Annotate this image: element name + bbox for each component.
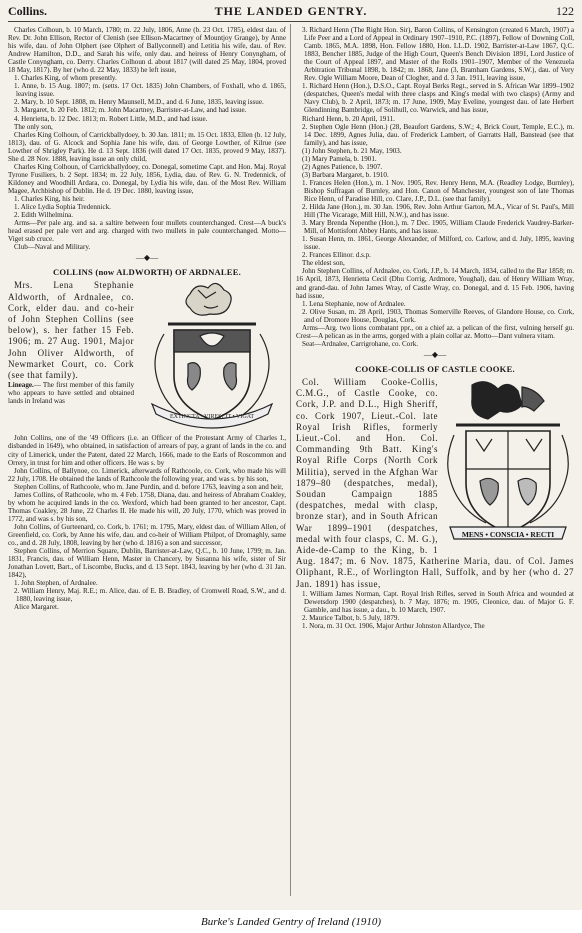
column-divider	[290, 24, 291, 896]
entry-paragraph: (3) Barbara Margaret, b. 1910.	[302, 170, 389, 179]
lineage-label: Lineage.	[8, 381, 34, 390]
collins-issue-entries	[296, 26, 574, 348]
entry-paragraph: 1. Frances Helen (Hon.), m. 1 Nov. 1905, Rev. Henry Henn, M.A. (Readley Lodge, Burnley), Bishop Suffragan of Burnley, and Hon. Canon of Manchester, youngest son of late Thomas Rice Henn, of Paradise Hill, co. Clare, J.P., D.L. (see that family).	[302, 178, 574, 203]
entry-paragraph: John Collins, one of the '49 Officers (i.e. an Officer of the Protestant Army of Charles I., disbanded in 1649), who obtained, in satisfaction of arrears of pay, a grant of lands in the co. and city of Limerick, under the Patent, dated 22 March, 1666, made to the Earls of Roscommon and Orrery, in trust for him and other officers. He was s. by	[8, 434, 286, 467]
entry-paragraph: The eldest son,	[302, 259, 345, 268]
coat-of-arms-collins	[138, 280, 286, 432]
entry-paragraph: John Collins, of Ballynoe, co. Limerick, afterwards of Rathcoole, co. Cork, who made his will 22 July, 1708. He obtained the lands of Rathcoole the following year, and was s. by his son,	[8, 466, 286, 483]
entry-paragraph: (1) John Stephen, b. 21 May, 1903.	[302, 146, 402, 155]
lineage-text: — The first member of this family who appears to have settled and obtained lands in Ireland was	[8, 381, 134, 406]
page-number: 122	[556, 4, 574, 18]
entry-paragraph: 3. Margaret, b. 20 Feb. 1812; m. John Macartney, Barrister-at-Law, and had issue.	[14, 106, 247, 115]
entry-paragraph: 1. Charles King, of whom presently.	[14, 74, 117, 83]
cooke-collis-lead-block	[296, 377, 574, 590]
entry-paragraph: Charles King Colhoun, of Carrickballydoey, b. 30 Jan. 1811; m. 15 Oct. 1833, Ellen (b. 12 July, 1813), dau. of G. Alcock and Sophia Jane his wife, dau. of George Lowther, of Kilrue (see Lowther of Shrigley Park). He d. 13 Sept. 1836 (will dated 17 Oct. 1835, proved 9 May, 1837). She d. 28 Nov. 1888, leaving issue an only child,	[8, 130, 286, 163]
entry-paragraph: Stephen Collins, of Rathcoole, who m. Jane Purdin, and d. before 1763, leaving a son and heir,	[14, 482, 284, 491]
cooke-collis-issue-entries	[296, 590, 574, 630]
entry-paragraph: 1. Susan Henn, m. 1861, George Alexander, of Milford, co. Carlow, and d. July, 1895, leaving issue.	[302, 235, 574, 252]
image-caption: Burke's Landed Gentry of Ireland (1910)	[0, 912, 582, 933]
entry-paragraph: Charles King Colhoun, of Carrickballydoey, co. Donegal, sometime Capt. and Hon. Maj. Royal Tyrone Fusiliers, b. 2 Sept. 1834; m. 22 July, 1856, Lydia, dau. of Rev. G. N. Tredennick, of Kildoney and Woodhill Ardara, co. Donegal, by Lydia his wife, dau. of the Most Rev. William Magee, Archbishop of Dublin. He d. 19 Dec. 1880, leaving issue,	[8, 162, 286, 195]
section-ornament: —◆—	[135, 253, 159, 263]
entry-paragraph: Charles Colhoun, b. 10 March, 1780; m. 22 July, 1806, Anne (b. 23 Oct. 1785), eldest dau. of Rev. Dr. John Ellison, Rector of Clenish (see Ellison-Macartney of Mountjoy Grange), by Anne his wife, dau. of John Olphert (see Olphert of Ballyconnell) and Letitia his wife, dau. of Rev. Andrew Hamilton, D.D., and Sarah his wife, only dau. and heiress of Henry Conyngham, of Castle Conyngham, co. Derry. Charles Colhoun d. about 1817 (will dated 25 May, 1804, proved 18 May, 1817). By her (who d. 22 May, 1833) he left issue,	[8, 26, 286, 75]
entry-paragraph: 2. Mary, b. 10 Sept. 1808, m. Henry Maunsell, M.D., and d. 6 June, 1835, leaving issue.	[14, 98, 264, 107]
entry-paragraph: 3. Richard Henn (The Right Hon. Sir), Baron Collins, of Kensington (created 6 March, 1907) a Life Peer and a Lord of Appeal in Ordinary 1907–1910, P.C. (1897), Fellow of Downing Coll, Camb. 1865, M.A. 1898, Hon. Fellow 1880, Hon. LL.D. 1902, Barrister-at-Law 1867, Q.C. 1883, Bencher 1885, Judge of the High Court, Queen's Bench Division 1891, Lord Justice of the Court of Appeal 1897, and Master of the Rolls 1901–1907, Member of the Venezuela Arbitration Tribunal 1898, b. 1842; m. 1868, Jane (3, Bramham Gardens, S.W.), dau. of Very Rev. Ogle William Moore, Dean of Clogher, and d. 3 Jan. 1911, leaving issue,	[302, 26, 574, 83]
entry-paragraph: Alice Margaret.	[14, 603, 59, 612]
collins-lineage-entries	[8, 434, 286, 611]
header-family-name: Collins.	[8, 4, 48, 18]
section-title-collins-aldworth: COLLINS (now ALDWORTH) OF ARDNALEE.	[52, 267, 242, 278]
entry-paragraph: James Collins, of Rathcoole, who m. 4 Feb. 1758, Diana, dau. and heiress of Abraham Coakley, by whom he acquired lands in the co. Wexford, which had been granted to her ancestor, Capt. Thomas Coakley, 28 June, 22 Charles II. He made his will, 20 July, 1770, which was proved in 1772, and was s. by his son,	[8, 490, 286, 523]
entry-paragraph: (2) Agnes Patience, b. 1907.	[302, 162, 383, 171]
entry-paragraph: 1. Anne, b. 15 Aug. 1807; m. (setts. 17 Oct. 1835) John Chambers, of Foxhall, who d. 1865, leaving issue.	[14, 82, 286, 99]
section-ornament-2: —◆—	[423, 349, 447, 359]
header-title: THE LANDED GENTRY.	[214, 4, 368, 18]
entry-paragraph: 1. Richard Henn (Hon.), D.S.O., Capt. Royal Berks Regt., served in S. African War 1899–1902 (despatches, Queen's medal with three clasps and King's medal with two clasps) (Army and Navy Club), b. 2 April, 1873; m. 17 June, 1909, May Eveline, youngest dau. of late Herbert Glendinning Bambridge, of Solihull, co. Warwick, and has issue,	[302, 82, 574, 115]
entry-paragraph: 4. Henrietta, b. 12 Dec. 1813; m. Robert Little, M.D., and had issue.	[14, 114, 208, 123]
entry-paragraph: Seat—Ardnalee, Carrigrohane, co. Cork.	[302, 339, 419, 348]
header-rule	[8, 21, 574, 22]
right-column	[296, 26, 574, 900]
entry-paragraph: Stephen Collins, of Merrion Square, Dublin, Barrister-at-Law, Q.C., b. 10 June, 1799; m. Jan. 1831, Francis, dau. of William Henn, Master in Chancery, by Susanna his wife, sister of Sir Jonathan Lovett, Bart., of Liscombe, Bucks, and d. 13 Sept. 1843, leaving by her (who d. 31 Jan. 1842),	[8, 547, 286, 580]
entry-paragraph: 2. William Henry, Maj. R.E.; m. Alice, dau. of E. B. Bradley, of Cromwell Road, S.W., and d. 1880, leaving issue,	[14, 587, 286, 604]
entry-paragraph: John Stephen Collins, of Ardnalee, co. Cork, J.P., b. 14 March, 1834, called to the Bar 1858; m. 16 April, 1873, Henrietta Cecil (Dhu Corrig, Ardmore, Youghal), dau. of Henry William Wray, and grand-dau. of John James Wray, of Castle Wray, co. Donegal, and d. 15 Feb. 1906, having had issue,	[296, 267, 574, 300]
cooke-collis-lead-paragraph: Col. William Cooke-Collis, C.M.G., of Castle Cooke, co. Cork, J.P. and D.L., High Sheriff, co. Cork 1907, Lieut.-Col. late Royal Irish Rifles, formerly Lieut.-Col. and Hon. Col. Commanding 9th Batt. King's Royal Rifle Corps (North Cork Militia), served in the Afghan War 1879–80 (despatches, medal), Soudan Campaign 1885 (despatches, medal with clasp, bronze star), and in South African War 1899–1901 (despatches, medal with four clasps, C. M. G.), Aide-de-Camp to the King, b. 1 Aug. 1847; m. 6 Nov. 1875, Katherine Maria, dau. of Col. James Oliphant, R.E., of Worlington Hall, Suffolk, and by her (who d. 27 Jan. 1891) has issue,	[296, 376, 574, 589]
entry-paragraph: John Collins, of Gurteenard, co. Cork, b. 1761; m. 1795, Mary, eldest dau. of William Allen, of Greenfield, co. Cork, by Anne his wife, dau. and co-heir of William Philpot, of Dromaghly, same co., and d. 28 July, 1808, leaving by her (who d. 1816) a son and successor,	[8, 522, 286, 548]
entry-paragraph: (1) Mary Pamela, b. 1901.	[302, 154, 377, 163]
running-header	[8, 4, 574, 22]
entry-paragraph: Club—Naval and Military.	[14, 243, 91, 252]
entry-paragraph: 2. Hilda Jane (Hon.), m. 30 Jan. 1906, Rev. John Arthur Garton, M.A., Vicar of St. Paul's, Mill Hill (The Vicarage, Mill Hill, N.W.), and has issue.	[302, 203, 574, 220]
left-column	[8, 26, 286, 900]
section-title-cooke-collis: COOKE-COLLIS OF CASTLE COOKE.	[355, 363, 515, 374]
entry-paragraph: 1. Nora, m. 31 Oct. 1906, Major Arthur Johnston Allardyce, The	[302, 622, 485, 631]
colhoun-entries	[8, 26, 286, 251]
entry-paragraph: 2. Stephen Ogle Henn (Hon.) (28, Beaufort Gardens, S.W.; 4, Brick Court, Temple, E.C.), m. 14 Dec. 1899, Agnes Julia, dau. of Frederick Lambert, of Garratts Hall, Banstead (see that family), and has issue,	[302, 122, 574, 147]
entry-paragraph: 1. Lena Stephanie, now of Ardnalee.	[302, 299, 406, 308]
coat-of-arms-cooke-collis	[442, 377, 574, 549]
entry-paragraph: 1. John Stephen, of Ardnalee.	[14, 579, 98, 588]
entry-paragraph: The only son,	[14, 122, 53, 131]
entry-paragraph: 2. Edith Wilhelmina.	[14, 211, 74, 220]
entry-paragraph: 1. Alice Lydia Sophia Tredennick.	[14, 203, 111, 212]
entry-paragraph: Richard Henn, b. 20 April, 1911.	[302, 114, 395, 123]
arms-motto-collins: EXTINCTA • VIRESCIT • VIGAT	[169, 414, 255, 421]
entry-paragraph: Arms—Arg. two lions combatant ppr., on a chief az. a pelican of the first, vulning herself gu. Crest—A pelican as in the arms, gorged with a plain collar az. Motto—Dant vulnera vitam.	[296, 323, 574, 340]
entry-paragraph: 1. Charles King, his heir.	[14, 194, 85, 203]
arms-motto-cooke-collis: MENS • CONSCIA • RECTI	[461, 529, 555, 539]
entry-paragraph: 1. William James Norman, Capt. Royal Irish Rifles, served in South Africa and wounded at Dewetsdorp 1900 (despatches), b. 7 May, 1876; m. 1905, Cleonice, dau. of Major G. F. Gamble, and has issue, a dau., b. 10 March, 1907.	[302, 589, 574, 614]
aldworth-lead-block	[8, 280, 286, 434]
entry-paragraph: 2. Frances Ellinor. d.s.p.	[302, 251, 371, 260]
entry-paragraph: 2. Maurice Talbot, b. 5 July, 1879.	[302, 613, 400, 622]
entry-paragraph: 2. Olive Susan, m. 28 April, 1903, Thomas Somerville Reeves, of Glandore House, co. Cork, and of Dromore House, Douglas, Cork.	[302, 307, 574, 324]
aldworth-lead-paragraph: Mrs. Lena Stephanie Aldworth, of Ardnalee, co. Cork, elder dau. and co-heir of John Stephen Collins (see below), s. her father 15 Feb. 1906; m. 27 Aug. 1901, Major John Oliver Aldworth, of Newmarket Court, co. Cork (see that family).	[8, 280, 134, 381]
entry-paragraph: Arms—Per pale arg. and sa. a saltire between four mullets counterchanged. Crest—A buck's head erased per pale vert and arg. charged with two mullets in pale counterchanged. Motto—Viget sub cruce.	[8, 219, 286, 244]
entry-paragraph: 3. Mary Brenda Nepenthe (Hon.), m. 7 Dec. 1905, William Claude Frederick Vaudrey-Barker-Mill, of Mottisfont Abbey Hants, and has issue.	[302, 219, 574, 236]
